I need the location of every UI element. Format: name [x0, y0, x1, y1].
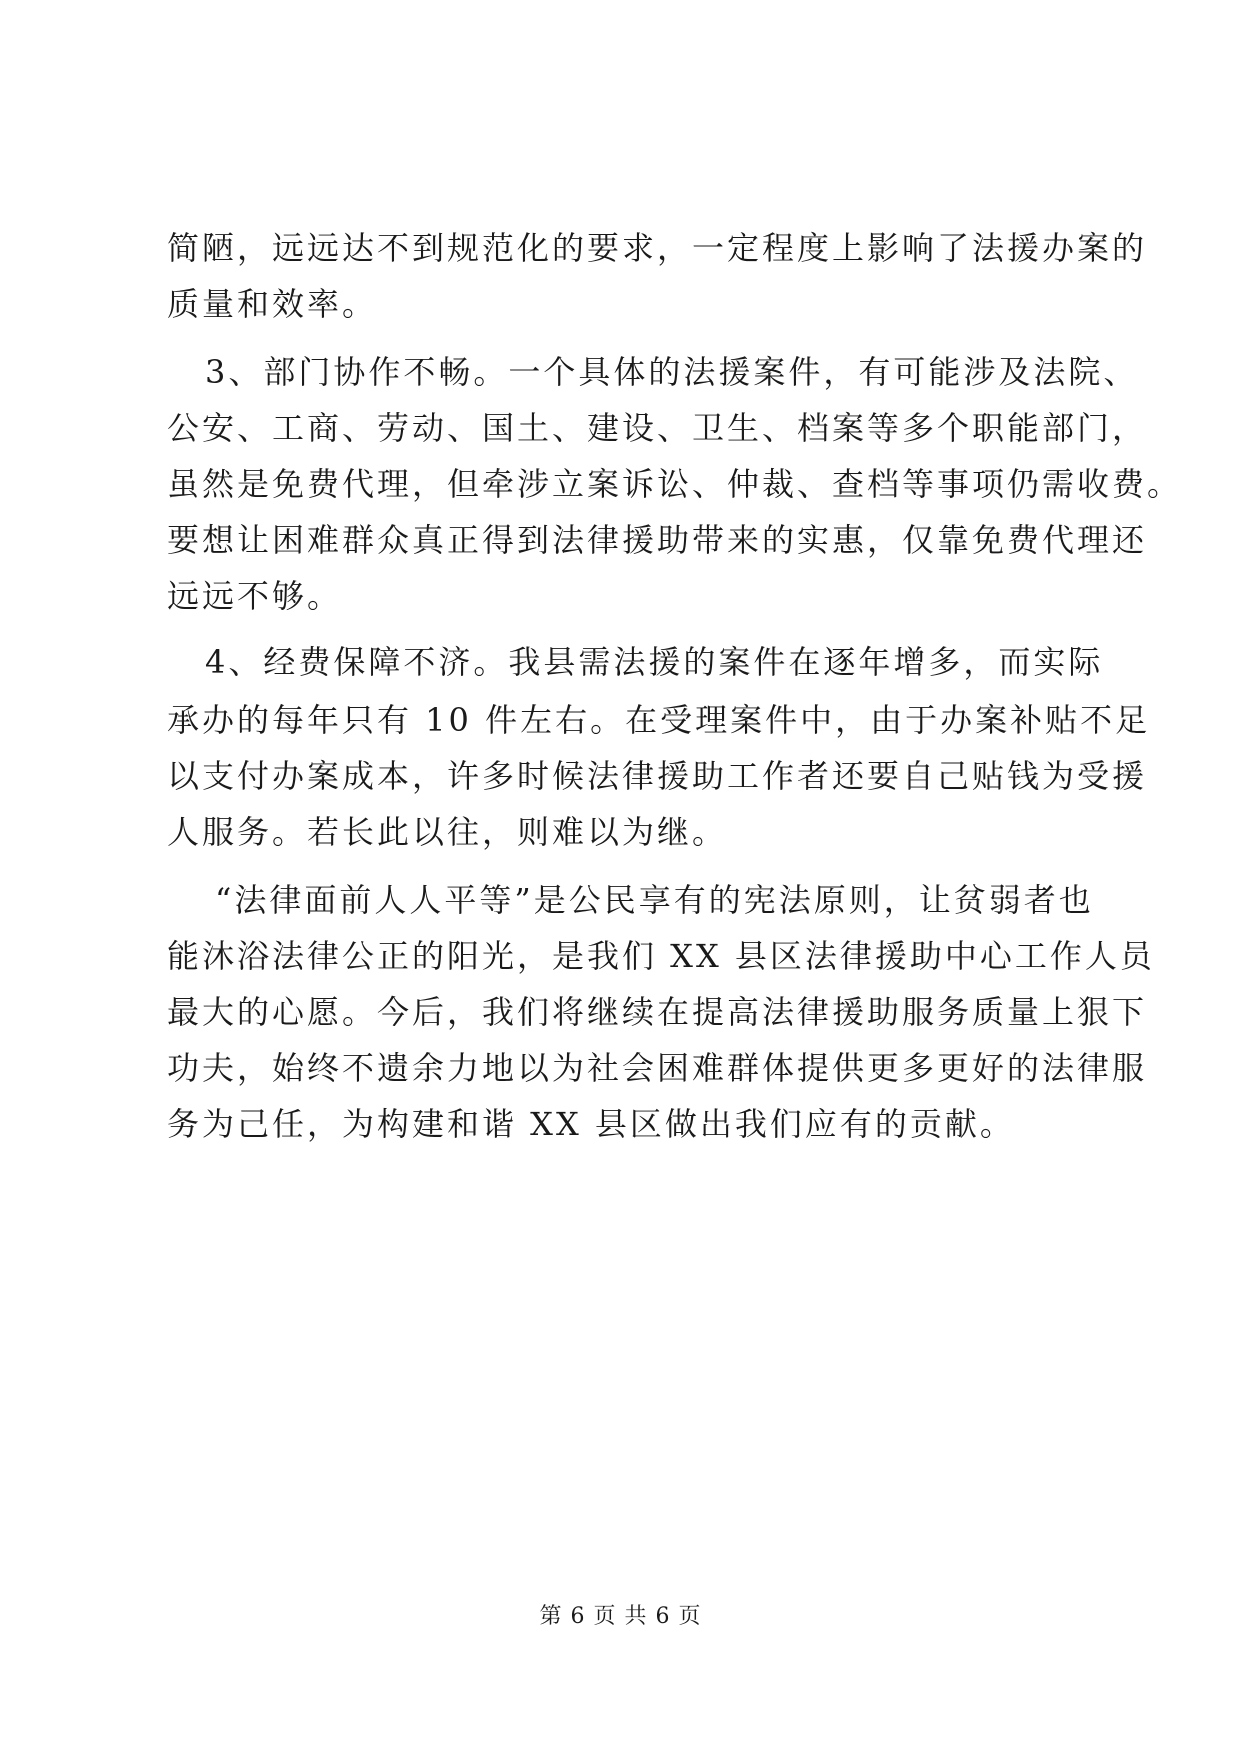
- page-number-footer: 第 6 页 共 6 页: [539, 1604, 702, 1629]
- text-line: 4、经费保障不济。我县需法援的案件在逐年增多，而实际: [205, 643, 1104, 681]
- text-line: 人服务。若长此以往，则难以为继。: [167, 813, 728, 851]
- text-line: 功夫，始终不遗余力地以为社会困难群体提供更多更好的法律服: [167, 1049, 1148, 1087]
- text-line: 以支付办案成本，许多时候法律援助工作者还要自己贴钱为受援: [167, 757, 1148, 795]
- text-line: “法律面前人人平等”是公民享有的宪法原则，让贫弱者也: [215, 881, 1094, 919]
- text-line: 要想让困难群众真正得到法律援助带来的实惠，仅靠免费代理还: [167, 521, 1148, 559]
- text-line: 承办的每年只有 10 件左右。在受理案件中，由于办案补贴不足: [167, 701, 1151, 739]
- text-line: 公安、工商、劳动、国土、建设、卫生、档案等多个职能部门，: [167, 409, 1148, 447]
- text-line: 3、部门协作不畅。一个具体的法援案件，有可能涉及法院、: [205, 353, 1139, 391]
- text-line: 能沐浴法律公正的阳光，是我们 XX 县区法律援助中心工作人员: [167, 937, 1155, 975]
- text-line: 务为己任，为构建和谐 XX 县区做出我们应有的贡献。: [167, 1105, 1015, 1143]
- text-line: 简陋，远远达不到规范化的要求，一定程度上影响了法援办案的: [167, 229, 1148, 267]
- text-line: 远远不够。: [167, 577, 343, 615]
- text-line: 虽然是免费代理，但牵涉立案诉讼、仲裁、查档等事项仍需收费。: [167, 465, 1183, 503]
- text-line: 质量和效率。: [167, 285, 378, 323]
- text-line: 最大的心愿。今后，我们将继续在提高法律援助服务质量上狠下: [167, 993, 1148, 1031]
